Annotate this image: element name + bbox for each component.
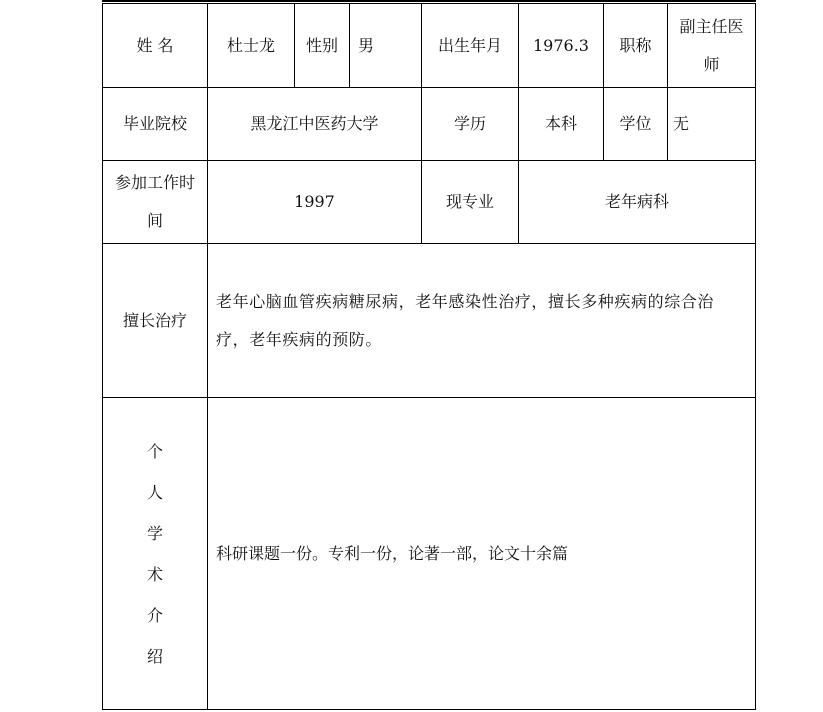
- birth-label: 出生年月: [421, 3, 519, 88]
- specialty-label: 擅长治疗: [102, 243, 208, 398]
- gender-label: 性别: [294, 3, 350, 88]
- work-start-label: 参加工作时间: [102, 160, 208, 244]
- title-label: 职称: [603, 3, 668, 88]
- school-label: 毕业院校: [102, 87, 208, 161]
- intro-label-char: 绍: [146, 646, 163, 666]
- name-value: 杜士龙: [207, 3, 295, 88]
- gender-value: 男: [349, 3, 422, 88]
- education-label: 学历: [421, 87, 519, 161]
- name-label: 姓 名: [102, 3, 208, 88]
- top-border: [102, 0, 756, 2]
- intro-label-char: 人: [146, 482, 163, 502]
- work-start-value: 1997: [207, 160, 422, 244]
- title-value: 副主任医师: [667, 3, 756, 88]
- degree-value: 无: [667, 87, 756, 161]
- education-value: 本科: [518, 87, 604, 161]
- specialty-value: 老年心脑血管疾病糖尿病，老年感染性治疗，擅长多种疾病的综合治疗，老年疾病的预防。: [207, 243, 756, 398]
- intro-label-char: 个: [146, 441, 163, 461]
- major-value: 老年病科: [518, 160, 756, 244]
- intro-label-char: 学: [146, 523, 163, 543]
- birth-value: 1976.3: [518, 3, 604, 88]
- school-value: 黑龙江中医药大学: [207, 87, 422, 161]
- major-label: 现专业: [421, 160, 519, 244]
- intro-label-char: 术: [146, 564, 163, 584]
- intro-label-char: 介: [146, 605, 163, 625]
- intro-value: 科研课题一份。专利一份，论著一部，论文十余篇: [207, 397, 756, 710]
- intro-label: [102, 397, 208, 710]
- degree-label: 学位: [603, 87, 668, 161]
